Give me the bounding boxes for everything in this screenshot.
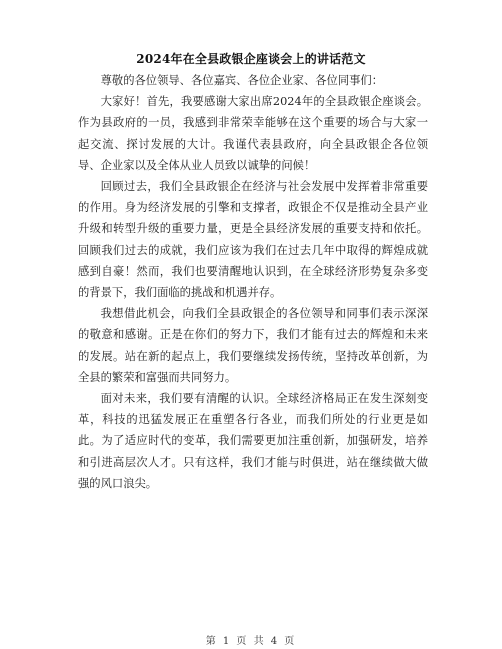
- body-paragraph: 大家好！首先，我要感谢大家出席2024年的全县政银企座谈会。作为县政府的一员，我感到非常荣幸能够在这个重要的场合与大家一起交流、探讨发展的大计。我谨代表县政府，向全县政银企各位领导、企业家以及全体从业人员致以诚挚的问候！: [78, 95, 428, 172]
- salutation-paragraph: 尊敬的各位领导、各位嘉宾、各位企业家、各位同事们：: [100, 74, 384, 87]
- page-number-footer: 第 1 页 共 4 页: [205, 636, 297, 647]
- body-paragraph: 我想借此机会，向我们全县政银企的各位领导和同事们表示深深的敬意和感谢。正是在你们的努力下，我们才能有过去的辉煌和未来的发展。站在新的起点上，我们要继续发扬传统，坚持改革创新，为全县的繁荣和富强而共同努力。: [78, 307, 428, 384]
- body-paragraph: 面对未来，我们要有清醒的认识。全球经济格局正在发生深刻变革，科技的迅猛发展正在重塑各行各业，而我们所处的行业更是如此。为了适应时代的变革，我们需要更加注重创新，加强研发，培养和引进高层次人才。只有这样，我们才能与时俱进，站在继续做大做强的风口浪尖。: [78, 392, 428, 490]
- body-paragraph: 回顾过去，我们全县政银企在经济与社会发展中发挥着非常重要的作用。身为经济发展的引擎和支撑者，政银企不仅是推动全县产业升级和转型升级的重要力量，更是全县经济发展的重要支持和依托。回顾我们过去的成就，我们应该为我们在过去几年中取得的辉煌成就感到自豪！然而，我们也要清醒地认识到，在全球经济形势复杂多变的背景下，我们面临的挑战和机遇并存。: [78, 180, 428, 300]
- document-body: [78, 70, 428, 494]
- document-title: 2024年在全县政银企座谈会上的讲话范文: [136, 52, 366, 66]
